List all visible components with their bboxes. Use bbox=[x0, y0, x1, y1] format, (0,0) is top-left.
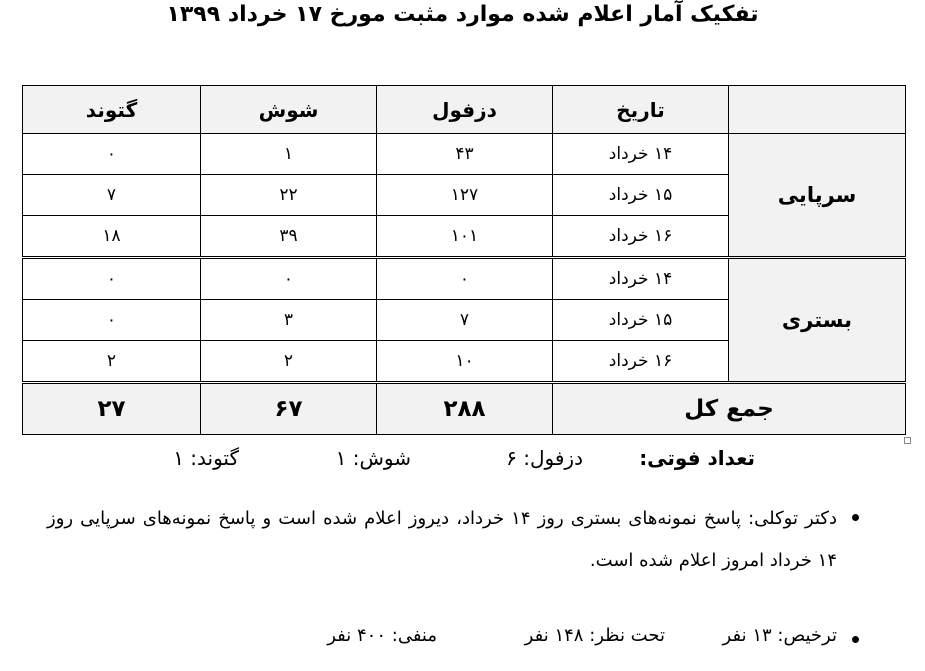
cell-dezful: ۱۰۱ bbox=[377, 216, 553, 258]
note-tavakoli: دکتر توکلی: پاسخ نمونه‌های بستری روز ۱۴ خرداد، دیروز اعلام شده است و پاسخ نمونه‌های سرپایی روز ۱۴ خرداد امروز اعلام شده است. bbox=[47, 508, 837, 571]
note-observation: تحت نظر: ۱۴۸ نفر bbox=[524, 625, 665, 646]
total-shush: ۶۷ bbox=[201, 383, 377, 435]
cell-dezful: ۴۳ bbox=[377, 134, 553, 175]
header-gotvand: گتوند bbox=[23, 86, 201, 134]
bullet-icon bbox=[852, 514, 859, 521]
cell-gotvand: ۰ bbox=[23, 258, 201, 300]
cell-shush: ۲ bbox=[201, 341, 377, 383]
total-dezful: ۲۸۸ bbox=[377, 383, 553, 435]
header-shush: شوش bbox=[201, 86, 377, 134]
cell-shush: ۰ bbox=[201, 258, 377, 300]
cell-date: ۱۴ خرداد bbox=[553, 134, 729, 175]
cell-dezful: ۰ bbox=[377, 258, 553, 300]
group-label-inpatient: بستری bbox=[729, 258, 906, 383]
cell-date: ۱۵ خرداد bbox=[553, 300, 729, 341]
total-label: جمع کل bbox=[553, 383, 906, 435]
deaths-label: تعداد فوتی: bbox=[639, 446, 755, 470]
table-resize-handle[interactable] bbox=[904, 437, 911, 444]
cell-shush: ۳۹ bbox=[201, 216, 377, 258]
bullet-icon bbox=[852, 636, 859, 643]
cell-shush: ۳ bbox=[201, 300, 377, 341]
cell-gotvand: ۷ bbox=[23, 175, 201, 216]
cell-dezful: ۱۰ bbox=[377, 341, 553, 383]
deaths-gotvand: گتوند: ۱ bbox=[173, 446, 239, 470]
cell-dezful: ۱۲۷ bbox=[377, 175, 553, 216]
deaths-dezful: دزفول: ۶ bbox=[506, 446, 583, 470]
table-row bbox=[23, 258, 906, 300]
total-gotvand: ۲۷ bbox=[23, 383, 201, 435]
note-negative: منفی: ۴۰۰ نفر bbox=[327, 625, 437, 646]
group-label-outpatient: سرپایی bbox=[729, 134, 906, 258]
cell-shush: ۱ bbox=[201, 134, 377, 175]
header-dezful: دزفول bbox=[377, 86, 553, 134]
cell-gotvand: ۰ bbox=[23, 300, 201, 341]
deaths-shush: شوش: ۱ bbox=[335, 446, 411, 470]
cell-date: ۱۴ خرداد bbox=[553, 258, 729, 300]
header-empty-cell bbox=[729, 86, 906, 134]
stats-table bbox=[22, 85, 906, 435]
cell-gotvand: ۱۸ bbox=[23, 216, 201, 258]
cell-date: ۱۵ خرداد bbox=[553, 175, 729, 216]
table-header-row bbox=[23, 86, 906, 134]
document-title: تفکیک آمار اعلام شده موارد مثبت مورخ ۱۷ خرداد ۱۳۹۹ bbox=[166, 2, 759, 27]
cell-shush: ۲۲ bbox=[201, 175, 377, 216]
note-discharge: ترخیص: ۱۳ نفر bbox=[722, 625, 837, 646]
cell-date: ۱۶ خرداد bbox=[553, 341, 729, 383]
header-date: تاریخ bbox=[553, 86, 729, 134]
cell-gotvand: ۲ bbox=[23, 341, 201, 383]
table-total-row bbox=[23, 383, 906, 435]
cell-dezful: ۷ bbox=[377, 300, 553, 341]
cell-gotvand: ۰ bbox=[23, 134, 201, 175]
table-row bbox=[23, 134, 906, 175]
cell-date: ۱۶ خرداد bbox=[553, 216, 729, 258]
